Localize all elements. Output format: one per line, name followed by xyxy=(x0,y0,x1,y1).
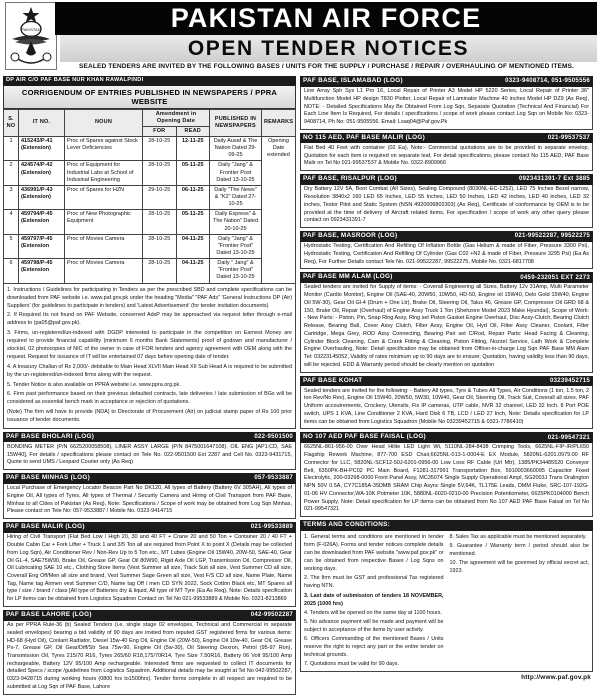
section-header-mm-alam xyxy=(300,272,593,283)
section-phone: 057-9533887 xyxy=(254,474,293,482)
cell-sno: 6 xyxy=(4,259,19,283)
th-for: FOR xyxy=(143,126,177,136)
title-band xyxy=(55,2,597,35)
section-name: NO 107 AED PAF BASE FAISAL (LOG) xyxy=(303,433,426,441)
term-8: 8. Sales Tax as applicable must be mentioned separately. xyxy=(449,533,587,540)
cell-read: 04-11-25 xyxy=(176,259,210,283)
cell-read: 06-11-25 xyxy=(176,185,210,209)
section-body-masroor: Hydrostatic Testing, Certification And Refilling Of Inflation Bottle (Gas Helium & made of Fiber, Pressure 3300 Psi), Hydrostatic Testing, Certification And Refilling Of Cylinder (Gas C02 +N2 & made of Fiber, Pressure 3295 Psi) (Ea As Req), For Further Details contact Tele No. 021-99522287, 99522275, Mobile No. 0321-6817708 xyxy=(300,242,593,270)
section-phone: 021-99537537 xyxy=(547,134,590,142)
note-4: 4. A treasury Challan of Rs 2,000/- debitable to Main Head XLVII Main Head XII Sub Head A is required to be submitted by the un-registered/un-indexed firms along with the request. xyxy=(7,363,292,379)
section-body-mm-alam: Sealed tenders are invited for Supply of items: - Coverall Engineering all Sizes, Battery 12v 31Amp, Multi Parameter Monitor (Cardio Monitor), Engine Oil (SAE-40, 20W50, 10W50, HD-50, Engine oil 15W40, Delo Gold 15W40, Engine Oil 5W-30), Gear Oil Gl-4 (Drum + One Ltr), Brake Oil, Steering Oil, Talus 46, Grease GP, Compressor Oil GRD 68 & 150, Brake Oil, Repair (Overhaul) of Engine Assy Truck 1 Ton (Shehzore Model 2023 Make Hyundai), Scope of Work: - New Parts: - Piston, Pin, Snap Ring Assy, Ring set Piston Gasket Engine Overhaul, Disc Assy-Clutch, Bearing Clutch Release, Bearing Ball, Cover Assy Clutch, Filter Assy, Engine Oil, Hyd Oil, Filter Assy Cleaner, Coolant, Filter Cartridge, Mega Grey, ROD Assy Connecting, Bearing Pair set C/Rod, Repair Parts: Head Facing & Cleaning, Cylinder Block Cleaning, Cam & Crank Fitting & Cleaning, Piston Fitting, Nozzel Service, Lath Work & Complete Engine Overhauling, Note: Detail specification may be obtained from Officer-in-charge Log Sqn PAF Base MM Alam Tel: 03223145052, Validity of rates minimum up to 90 days are to ensure; Quotation, having validity less than 90 days, will be rejected. EDD & Warranty period should be clearly mention on quotation xyxy=(300,283,593,373)
terms-left-col xyxy=(304,533,444,670)
table-row xyxy=(4,161,296,185)
section-header-bholari xyxy=(3,432,296,443)
section-name: PAF BASE LAHORE (LOG) xyxy=(6,610,92,618)
th-published: PUBLISHED IN NEWSPAPERS xyxy=(210,109,262,136)
section-header-kohat xyxy=(300,376,593,387)
term-3: 3. Last date of submission of tenders 18 NOVEMBER, 2025 (1000 hrs) xyxy=(304,592,444,607)
cell-published: Daily "Jang" & "Frontier Post" Dated 13-10-25 xyxy=(210,234,262,258)
terms-heading: TERMS AND CONDITIONS: xyxy=(303,521,391,529)
paf-crest-icon xyxy=(5,2,57,70)
masthead xyxy=(0,0,600,72)
cell-itno: 424574/P-42 (Extension) xyxy=(19,161,65,185)
cell-remarks: Opening Date extended xyxy=(262,136,296,283)
corrigendum-title: CORRIGENDUM OF ENTRIES PUBLISHED IN NEWSPAPERS / PPRA WEBSITE xyxy=(3,86,296,109)
section-header-107aed-faisal xyxy=(300,432,593,443)
tagline: SEALED TENDERS ARE INVITED BY THE FOLLOWING BASES / UNITS FOR THE SUPPLY / PURCHASE / REPAIR / OVERHAULING OF MENTIONED ITEMS. xyxy=(79,63,574,70)
th-sno: S. NO xyxy=(4,109,19,136)
cell-sno: 3 xyxy=(4,185,19,209)
dp-air-label: DP AIR C/O PAF BASE NUR KHAN RAWALPINDI xyxy=(6,77,144,83)
section-header-115aed-malir xyxy=(300,133,593,144)
cell-itno: 436991/P-43 (Extension) xyxy=(19,185,65,209)
table-row xyxy=(4,185,296,209)
section-name: PAF BASE MM ALAM (LOG) xyxy=(303,273,393,281)
section-body-115aed-malir: Flat Bed 40 Feet with container (02 Ea), Note:- Commercial quotations are to be provided in separate envelop, Quotation for each item is required on separate leaf, For detail specifications, please contact No 115 AED, PAF Base Malir on Tel No 021-99537537 & Mobile No. 0322-8909966 xyxy=(300,143,593,171)
section-phone: 022-9501500 xyxy=(254,432,293,440)
cell-itno: 415243/P-41 (Extension) xyxy=(19,136,65,160)
note-2: 2. If Required Its not found on PAF Website, concerned AdsP may be approached via request letter through e-mail address to (pa05@paf.gov.pk). xyxy=(7,312,292,327)
section-name: PAF BASE MALIR (LOG) xyxy=(6,523,85,531)
cell-published: Daily "The News" & "K2" Dated 27-10-25 xyxy=(210,185,262,209)
cell-for: 28-10-25 xyxy=(143,259,177,283)
cell-itno: 459798/P-45 (Extension xyxy=(19,259,65,283)
cell-noun: Proc of Spares against Stock Lever Deficiencies xyxy=(65,136,143,160)
term-4: 4. Tenders will be opened on the same day at 1100 hours. xyxy=(304,609,442,616)
terms-right-col xyxy=(450,533,590,670)
cell-read: 05-11-25 xyxy=(176,210,210,234)
th-read: READ xyxy=(176,126,210,136)
section-header-lahore xyxy=(3,610,296,621)
term-10: 10. The agreement will be governed by official secret act, 1923. xyxy=(449,560,589,575)
cell-read: 05-11-25 xyxy=(176,161,210,185)
cell-sno: 4 xyxy=(4,210,19,234)
th-noun: NOUN xyxy=(65,109,143,136)
table-row xyxy=(4,234,296,258)
subtitle-band xyxy=(60,35,597,62)
term-5: 5. No advance payment will be made and payment will be subject to acceptance of the items by user activity. xyxy=(304,618,444,633)
section-phone: 03239452715 xyxy=(549,376,590,384)
footer-url[interactable]: http://www.paf.gov.pk xyxy=(521,674,591,682)
section-body-islamabad: Line Array Splr Sys L1 Pro 16, Local Repair of Printer A3 Model HP 5220 Series, Local Repair of Printer 36" Multifunction Model HP design T830 Plotter, Local Repair of Laminator Machine 40 inches Model HP DZ9 (As Req), NOTE: - Detailed Specifications May Be Obtained From Log Sqn, Separate Quotation (Technical And Financial) For Each Line Item Is Required, For details / specifications / scope of work please contact Log Sqn on Mobile No: 0323-9408714, Ph No: 051-9505556. Email: Lsaq04@Paf.gov.Pk xyxy=(300,87,593,130)
cell-sno: 5 xyxy=(4,234,19,258)
section-name: PAF BASE, ISLAMABAD (LOG) xyxy=(303,77,403,84)
cell-published: Daily " Jang" & "Frontier Post" Dated 13-10-25 xyxy=(210,259,262,283)
th-itno: IT NO. xyxy=(19,109,65,136)
section-phone: 042-99502287 xyxy=(250,611,293,619)
th-amendment: Amendment in Opening Date xyxy=(143,109,210,126)
cell-sno: 2 xyxy=(4,161,19,185)
term-7: 7. Quotations must be valid for 90 days. xyxy=(304,661,399,668)
cell-for: 28-10-25 xyxy=(143,210,177,234)
cell-noun: Proc of Movies Camera xyxy=(65,234,143,258)
table-row xyxy=(4,210,296,234)
cell-sno: 1 xyxy=(4,136,19,160)
cell-noun: Proc of New Photographic Equipment xyxy=(65,210,143,234)
cell-for: 29-10-25 xyxy=(143,185,177,209)
cell-noun: Proc of Spares for HZN xyxy=(65,185,143,209)
section-name: PAF BASE KOHAT xyxy=(303,376,363,384)
cell-noun: Proc of Equipment for Industrial Labs at School of Indusinal Engineering xyxy=(65,161,143,185)
section-phone: 021-99533889 xyxy=(250,523,293,531)
cell-itno: 459797/P-45 (Extension xyxy=(19,234,65,258)
cell-for: 28-10-25 xyxy=(143,136,177,160)
section-body-malir: Hiring of Civil Transport (Flat Bed Low / High 20, 30 and 40 FT + Crane 20 and 50 Ton + Container 20 / 40 FT + Double Cabin Car + Fork Lifter + Truck 1 and 3/5 Ton all are required from Point X to point X (Details may be collected from Log Sqn), Air Conditioner Rev / Non-Rev Up to 5 Ton etc., MT Lubes (Engine Oil 15W40, 20W-50, SAE-40, Gear Oil GL-4, SAE75W90, Brake Oil, Grease GP, Gear Oil 80W90, Rigid Axle Oil LGP, Transmission Oil, Compressor Oil, Oil Lubricating SAE 10 etc., Clothing Store Items (Vest Summer all size, Track Suit all size, Vest Summer CD all size, Coverall Eng Off/Men all size and brand, Vest Summer Sage Green all size, Vest F/S CD all size, Name Plate, Name Tag, Name tag Airmen vest Summer C/D, Name tag Off / men CD SYN 2022, Sock Cotton Black etc, MT Spares all type / size / brand / class [All type of Batteries dry & liquid, All type of MT Tyre (Ea As Req), Note: Details specification for LP items can be obtained from Logistics Squadron Contact on Tel No 021-99533889 & Mobile No. 0321-8213869 xyxy=(3,533,296,607)
general-instructions xyxy=(3,284,296,429)
note-6: 6. Firm past performance based on their previous defaulted contracts, late deliveries / late submission of BGs will be considered as essential bench mark in acceptance or rejection of quotations. xyxy=(7,391,292,406)
svg-text:PAKISTAN: PAKISTAN xyxy=(21,27,41,32)
page-title: PAKISTAN AIR FORCE xyxy=(170,3,482,33)
dp-air-header xyxy=(3,76,296,86)
section-name: PAF BASE MINHAS (LOG) xyxy=(6,474,90,482)
cell-published: Daily "Jang" & Frontier Post Dated 13-10-25 xyxy=(210,161,262,185)
section-body-minhas: Local Purchase of Emergency Locator Beacon Part No DK120, All types of Battery (Battery 6V 305AH), All types of Engine Oil, All types of Tyres, All types of Thermal / Security Camera and Hiring of Civil Transport from PAF Base, Minhas to all Cities of Pakistan (As Req), Note: Specifications / Scope of work may be obtained from Log Sqn Minhas, Please contact on Tele No: 057-9533887 / Mobile No. 0323-9414715 xyxy=(3,484,296,519)
corrigendum-table xyxy=(3,109,296,284)
section-name: PAF BASE, MASROOR (LOG) xyxy=(303,231,398,239)
note-5: 5. Tender Notice is also available on PPRA website i.e. www.ppra.org.pk. xyxy=(7,381,181,388)
term-9: 9. Guarantee / Warranty term / period should also be mentioned. xyxy=(449,542,589,557)
section-header-malir xyxy=(3,522,296,533)
cell-for: 28-10-25 xyxy=(143,234,177,258)
left-column xyxy=(3,76,296,690)
section-phone: 0459-232051 EXT 2273 xyxy=(520,273,590,281)
section-phone: 021-99547321 xyxy=(547,433,590,441)
section-name: NO 115 AED, PAF BASE MALIR (LOG) xyxy=(303,133,425,141)
cell-for: 28-10-25 xyxy=(143,161,177,185)
section-name: PAF BASE, RISALPUR (LOG) xyxy=(303,175,397,183)
cell-itno: 459794/P-45 (Extension xyxy=(19,210,65,234)
term-6: 6. Officers Commanding of the mentioned Bases / Units reserve the right to reject any part or the entire tender on technical grounds. xyxy=(304,636,444,659)
section-header-minhas xyxy=(3,473,296,484)
page-subtitle: OPEN TENDER NOTICES xyxy=(187,37,470,60)
cell-published: Daily Ausaf & The Nation Dated 29-09-25 xyxy=(210,136,262,160)
section-header-islamabad xyxy=(300,76,593,87)
cell-noun: Proc of Movies Camera xyxy=(65,259,143,283)
section-phone: 021-99522287, 99522275 xyxy=(514,232,590,240)
section-body-bholari: BONDING METER (P/N 6625200058508), LINER ASSY LARGE (P/N 8475001647108), OIL ENG [AP1:CD, SAE 15W40], For details / specifications please contact on Tele No. 022-9501500 Ext 2287 and Cell No. 0323-9431715, Quote to send UMS / Leopard Courier only (As Req) xyxy=(3,442,296,470)
section-body-risalpur: Dry Battery 12V 5A, Boot Combat (All Sizes), Sealing Compound (8030NL-EC-1252), LED 75 Inches Bezel narrow, Resolution 3840x2 160 LED 65 Inches, LED 55 Inches, LED 50 Inches, LED 42 inches, LED 40 inches, LED 32 inches, Testor Pitot and Static System (NSN 4920006802303) (As Req), Certificate of conformance by OEM is to be provided at the time of delivery of Aircraft related items, For specification / scope of work any other query please contact on 0923431391-7 xyxy=(300,185,593,228)
terms-header xyxy=(300,520,593,531)
cell-read: 04-11-25 xyxy=(176,234,210,258)
table-row xyxy=(4,259,296,283)
note-nda: (Note) The firm will have to provide (NDA) to Directorate of Procurement (Air) on judicial stamp paper of Rs 100 prior issuance of tender documents. xyxy=(7,409,292,424)
right-column xyxy=(300,76,593,682)
section-header-risalpur xyxy=(300,174,593,185)
section-body-lahore: As per PPRA Rule-36 (b) Sealed Tenders (i.e. single stage 02 envelopes, Technical and Commercial in separate sealed envelopes) bearing a bid validity of 90 days are invited from reputed GST registered firms for various items: HD-68 (Hyd Oil), Coolant Radiator, Diesel 15w-40 Eng Oil, Engine Oil (20W-50), Engine Oil 10w-40, Gear Oil, Grease Px-7, Grease GP, Oil Gear/Diff/Str Sea 75w-90, Engine Oil (5w-30), Oil Steering Dexron, Petrol (95-97 Ron), Transmission Oil, Tyres 215/70 R16, Tyres 265/60 R18,175/70R14, Tyre Size 7.50R16, Battery 06 Volt 95/100 Amp rechargeable, Battery 12V 95/100 Amp rechargeable. Interested firms are requested to collect IT documents for detailed Specs / scope /guidelines from Logistics Squadron. Additional details may be sought at Tel No 042-99502287, 0323-9428715 during working hours (0800 hrs to1500hrs). Tender forms complete in all respect are required to be submitted at Log Sqn of PAF Base, Lahore xyxy=(3,621,296,695)
cell-published: Daily Express" & The Nation" Dated 20-10-25 xyxy=(210,210,262,234)
section-body-kohat: Sealed tenders are invited for the following: - Battery All types, Tyre & Tubes All Types, Air Conditions (1 ton, 1.5 ton, 2 ton Rev/No Rev), Engine Oil 15W40, 20W50, 5W30, 10W40, Gear Oil, Steering Oil, Track Suit, Coverall all sizes, PAF Uniform accoutrements, Crockery, Utensils, Fix IP cameras, UTP cable, NVR 32 channel, LED 32 Inch. 8 Port POE switch, UPS 1 KVA, Line Conditioner 2 KVA, Hard Disk 6 TB, LCD / LED 27 Inch, Note: Details specification for LP items can be obtained from Logistics Squadron (Mobile No 03239452715 & 0321-7786410) xyxy=(300,386,593,429)
section-phone: 0923431391-7 Ext 3885 xyxy=(519,175,590,183)
table-body xyxy=(4,136,296,283)
term-1: 1. General terms and conditions are mentioned in tender form (F-026A). Forms and tender notices complete details can be downloaded from PAF website "www.paf.gov.pk" or can be obtained from respective Bases / Log Sqns on working days. xyxy=(304,533,444,573)
content-columns xyxy=(3,76,597,690)
cell-read: 12-11-25 xyxy=(176,136,210,160)
section-phone: 0323-9408714, 051-9505556 xyxy=(505,77,590,85)
terms-body xyxy=(300,531,593,673)
section-header-masroor xyxy=(300,231,593,242)
note-1: 1. Instructions / Guidelines for participating in Tenders as per the prescribed SBD and complete specifications can be downloaded from PAF website i.e. www.paf.gov.pk under the heading "Media" "PAF Ads" 'General Instructions DP (Air) Suppliers' (for guidelines to participate in tenders) and 'Latest Advertisement' (for tender invitation documents) xyxy=(7,286,292,309)
term-2: 2. The firm must be GST and professional Tax registered having NTN. xyxy=(304,575,444,590)
table-row xyxy=(4,136,296,160)
note-3: 3. Firms, un-registered/un-indexed with DGDP interested to participate in the competition on Earnest Money are required to provide financial capability (minimum 6 months Bank Statements) proof of godown and manufacturer / stockist, 02 photocopies of NIC of the owner in case of FOR tenders and agency agreement with OEM along with the request. Request for issuance of IT will be entertained 07 days before opening date of tender. xyxy=(7,330,292,361)
table-header-row xyxy=(4,109,296,126)
section-body-107aed-faisal: 6625NL-861-956-00 Over Head Hilite LED Light Wt, 5110NL-284-8438 Crimping Tools, 6625NL-FIP-IR/PL650 Flagship Rework Machine, 877-700 ESD Chair,6625NL-013-1-0004-E EX Module, 5820NL-6201.0979.00 RF Connector for LLC, 5820NL-SCF12-50J-6201-0956-00 Low Loss RF Cable (Url Mtr), 1385/PK34485520 Conveyor Belt, 6350PK-BH-PC02 PC Main Board, F1281-317991 Transportation Box, 5910003660095 Capacitor Fixed Electrolytic, 200-03298-0000 Front Panel Assy, MC35074 Single Supply Operational Ampl, SG2003J Trans Dralington NPN 50V 0.5A, CY7C185A-35DMB SRAM Chip Async Single 5V,64K, TL175E Leads, DMM Fluke, SRC-107-192G-01-06 HV Connector,WA-10K Potmeter 10K, 5880NL-6020-0210-00 Precision Potentiometer, 6625PK0104000 Bench Power Supply, Note: Detail specification for LP items can be obtained from No 107 AED PAF Base Faisal on Tel No 021-99547321 xyxy=(300,443,593,517)
section-name: PAF BASE BHOLARI (LOG) xyxy=(6,432,95,440)
th-remarks: REMARKS xyxy=(262,109,296,136)
